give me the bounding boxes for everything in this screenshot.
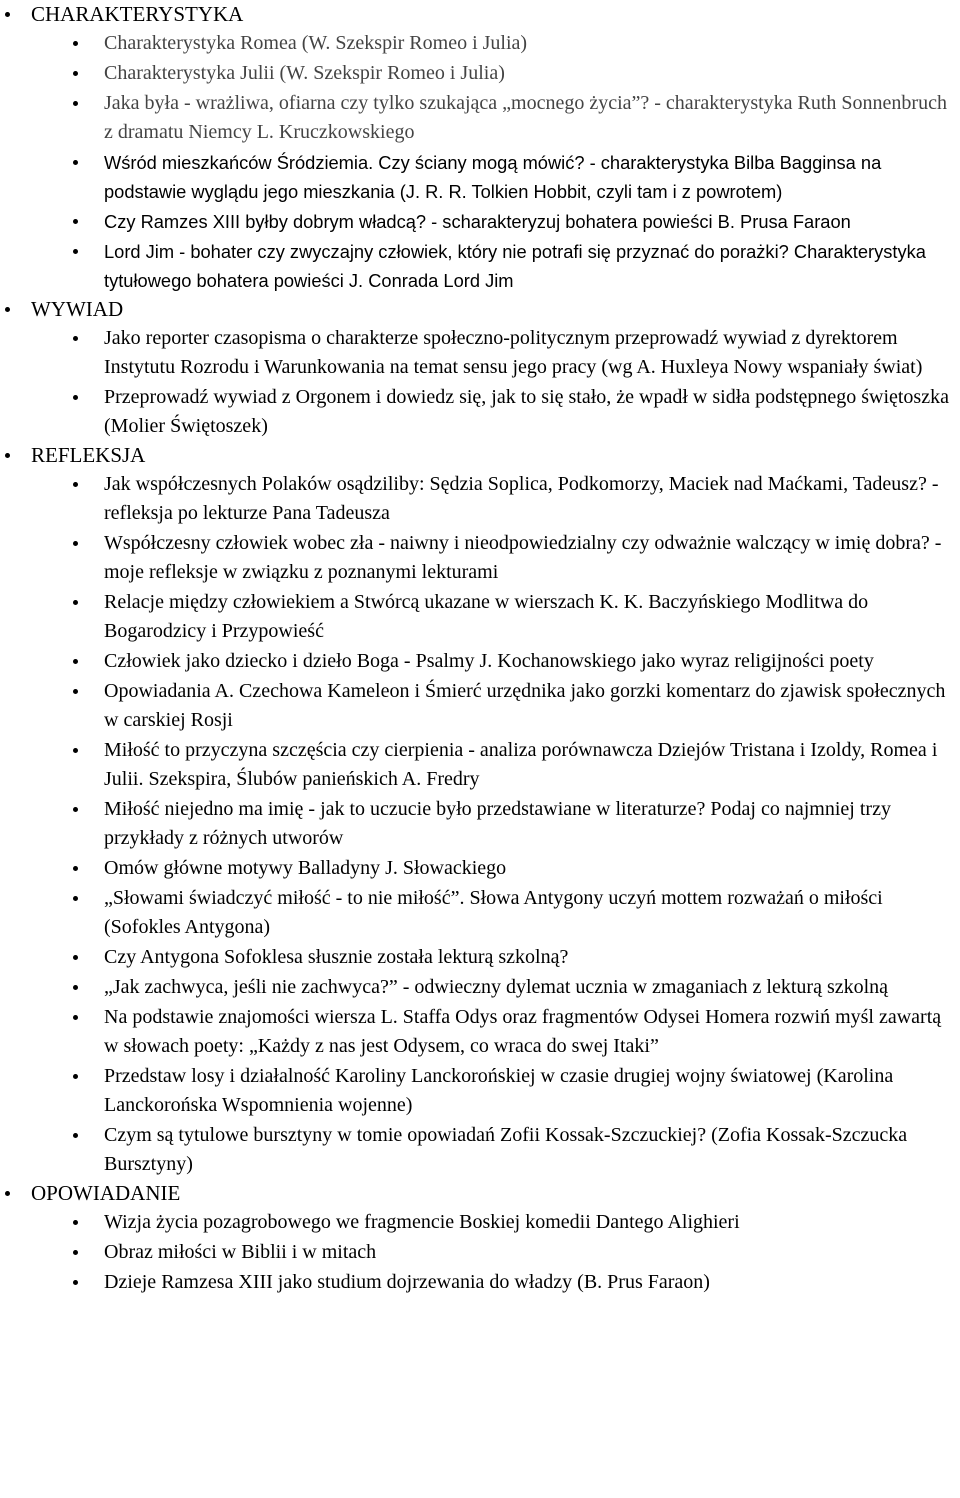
- list-item: [104, 89, 960, 147]
- list-item: [104, 237, 960, 295]
- bullet-icon: [73, 101, 78, 106]
- bullet-icon: [73, 41, 78, 46]
- list-item-text: Jako reporter czasopisma o charakterze społeczno-politycznym przeprowadź wywiad z dyrektorem Instytutu Rozrodu i Warunkowania na temat sensu jego pracy (wg A. Huxleya Nowy wspaniały świat): [104, 327, 923, 378]
- bullet-icon: [73, 395, 78, 400]
- list-item: [104, 795, 960, 853]
- bullet-icon: [73, 955, 78, 960]
- bullet-icon: [73, 1250, 78, 1255]
- list-item-text: Lord Jim - bohater czy zwyczajny człowiek, który nie potrafi się przyznać do porażki? Charakterystyka tytułowego bohatera powieści J. Conrada Lord Jim: [104, 241, 926, 291]
- list-item: [104, 677, 960, 735]
- section-items: [31, 470, 960, 1179]
- list-item: [104, 1208, 960, 1237]
- list-item: [104, 736, 960, 794]
- list-item-text: Charakterystyka Romea (W. Szekspir Romeo i Julia): [104, 32, 528, 54]
- bullet-icon: [73, 249, 78, 254]
- list-item-text: Miłość niejedno ma imię - jak to uczucie było przedstawiane w literaturze? Podaj co najmniej trzy przykłady z różnych utworów: [104, 798, 891, 849]
- bullet-icon: [73, 71, 78, 76]
- bullet-icon: [73, 1015, 78, 1020]
- list-item: [104, 148, 960, 206]
- list-item-text: Omów główne motywy Balladyny J. Słowackiego: [104, 857, 507, 879]
- section-2: [0, 441, 960, 1179]
- list-item: [104, 1003, 960, 1061]
- bullet-icon: [73, 219, 78, 224]
- list-item: [104, 884, 960, 942]
- list-item: [104, 1268, 960, 1297]
- list-item: [104, 647, 960, 676]
- list-item-text: Charakterystyka Julii (W. Szekspir Romeo i Julia): [104, 62, 505, 84]
- list-item-text: Jak współczesnych Polaków osądziliby: Sędzia Soplica, Podkomorzy, Maciek nad Maćkami, Tadeusz? - refleksja po lekturze Pana Tadeusza: [104, 473, 939, 524]
- bullet-icon: [5, 1191, 10, 1196]
- list-item-text: Dzieje Ramzesa XIII jako studium dojrzewania do władzy (B. Prus Faraon): [104, 1271, 710, 1293]
- list-item-text: Współczesny człowiek wobec zła - naiwny i nieodpowiedzialny czy odważnie walczący w imię dobra? - moje refleksje w związku z poznanymi lekturami: [104, 532, 942, 583]
- list-item-text: Obraz miłości w Biblii i w mitach: [104, 1241, 377, 1263]
- bullet-icon: [73, 1280, 78, 1285]
- bullet-icon: [73, 985, 78, 990]
- list-item: [104, 1238, 960, 1267]
- list-item: [104, 943, 960, 972]
- list-item: [104, 470, 960, 528]
- bullet-icon: [73, 807, 78, 812]
- bullet-icon: [73, 896, 78, 901]
- bullet-icon: [73, 866, 78, 871]
- section-items: [31, 324, 960, 441]
- bullet-icon: [73, 160, 78, 165]
- bullet-icon: [73, 600, 78, 605]
- bullet-icon: [73, 541, 78, 546]
- list-item-text: Miłość to przyczyna szczęścia czy cierpienia - analiza porównawcza Dziejów Tristana i Izoldy, Romea i Julii. Szekspira, Ślubów panieńskich A. Fredry: [104, 739, 938, 790]
- bullet-icon: [73, 1133, 78, 1138]
- list-item-text: Wśród mieszkańców Śródziemia. Czy ściany mogą mówić? - charakterystyka Bilba Bagginsa na podstawie wyglądu jego mieszkania (J. R. R. Tolkien Hobbit, czyli tam i z powrotem): [104, 152, 882, 202]
- section-1: [0, 295, 960, 441]
- list-item-text: Czy Antygona Sofoklesa słusznie została lekturą szkolną?: [104, 946, 569, 968]
- bullet-icon: [73, 659, 78, 664]
- list-item: [104, 588, 960, 646]
- bullet-icon: [73, 689, 78, 694]
- section-3: [0, 1179, 960, 1297]
- list-item-text: Na podstawie znajomości wiersza L. Staffa Odys oraz fragmentów Odysei Homera rozwiń myśl zawartą w słowach poety: „Każdy z nas jest Odysem, co wraca do swej Itaki”: [104, 1006, 942, 1057]
- list-item: [104, 324, 960, 382]
- list-item: [104, 529, 960, 587]
- list-item-text: Czy Ramzes XIII byłby dobrym władcą? - scharakteryzuj bohatera powieści B. Prusa Faraon: [104, 211, 851, 232]
- section-title: CHARAKTERYSTYKA: [31, 2, 244, 26]
- list-item-text: Przedstaw losy i działalność Karoliny Lanckorońskiej w czasie drugiej wojny światowej (Karolina Lanckorońska Wspomnienia wojenne): [104, 1065, 894, 1116]
- list-item-text: Opowiadania A. Czechowa Kameleon i Śmierć urzędnika jako gorzki komentarz do zjawisk społecznych w carskiej Rosji: [104, 680, 946, 731]
- list-item-text: Człowiek jako dziecko i dzieło Boga - Psalmy J. Kochanowskiego jako wyraz religijności poety: [104, 650, 874, 672]
- list-item-text: „Jak zachwyca, jeśli nie zachwyca?” - odwieczny dylemat ucznia w zmaganiach z lekturą szkolną: [104, 976, 889, 998]
- list-item-text: Czym są tytulowe bursztyny w tomie opowiadań Zofii Kossak-Szczuckiej? (Zofia Kossak-Szczucka Bursztyny): [104, 1124, 908, 1175]
- section-title: OPOWIADANIE: [31, 1181, 181, 1205]
- bullet-icon: [73, 748, 78, 753]
- list-item-text: Relacje między człowiekiem a Stwórcą ukazane w wierszach K. K. Baczyńskiego Modlitwa do Bogarodzicy i Przypowieść: [104, 591, 869, 642]
- bullet-icon: [5, 453, 10, 458]
- list-item: [104, 29, 960, 58]
- bullet-icon: [73, 482, 78, 487]
- bullet-icon: [5, 307, 10, 312]
- section-items: [31, 1208, 960, 1297]
- bullet-icon: [5, 12, 10, 17]
- section-title: WYWIAD: [31, 297, 124, 321]
- bullet-icon: [73, 336, 78, 341]
- list-item: [104, 854, 960, 883]
- list-item: [104, 59, 960, 88]
- list-item: [104, 207, 960, 236]
- section-0: [0, 0, 960, 295]
- bullet-icon: [73, 1074, 78, 1079]
- section-title: REFLEKSJA: [31, 443, 146, 467]
- list-item-text: Przeprowadź wywiad z Orgonem i dowiedz się, jak to się stało, że wpadł w sidła podstępnego świętoszka (Molier Świętoszek): [104, 386, 949, 437]
- list-item: [104, 973, 960, 1002]
- list-item-text: Jaka była - wrażliwa, ofiarna czy tylko szukająca „mocnego życia”? - charakterystyka Ruth Sonnenbruch z dramatu Niemcy L. Kruczkowskiego: [104, 92, 947, 143]
- section-items: [31, 29, 960, 295]
- list-item: [104, 1121, 960, 1179]
- list-item-text: „Słowami świadczyć miłość - to nie miłość”. Słowa Antygony uczyń mottem rozważań o miłości (Sofokles Antygona): [104, 887, 883, 938]
- bullet-icon: [73, 1220, 78, 1225]
- list-item-text: Wizja życia pozagrobowego we fragmencie Boskiej komedii Dantego Alighieri: [104, 1211, 740, 1233]
- list-item: [104, 383, 960, 441]
- list-item: [104, 1062, 960, 1120]
